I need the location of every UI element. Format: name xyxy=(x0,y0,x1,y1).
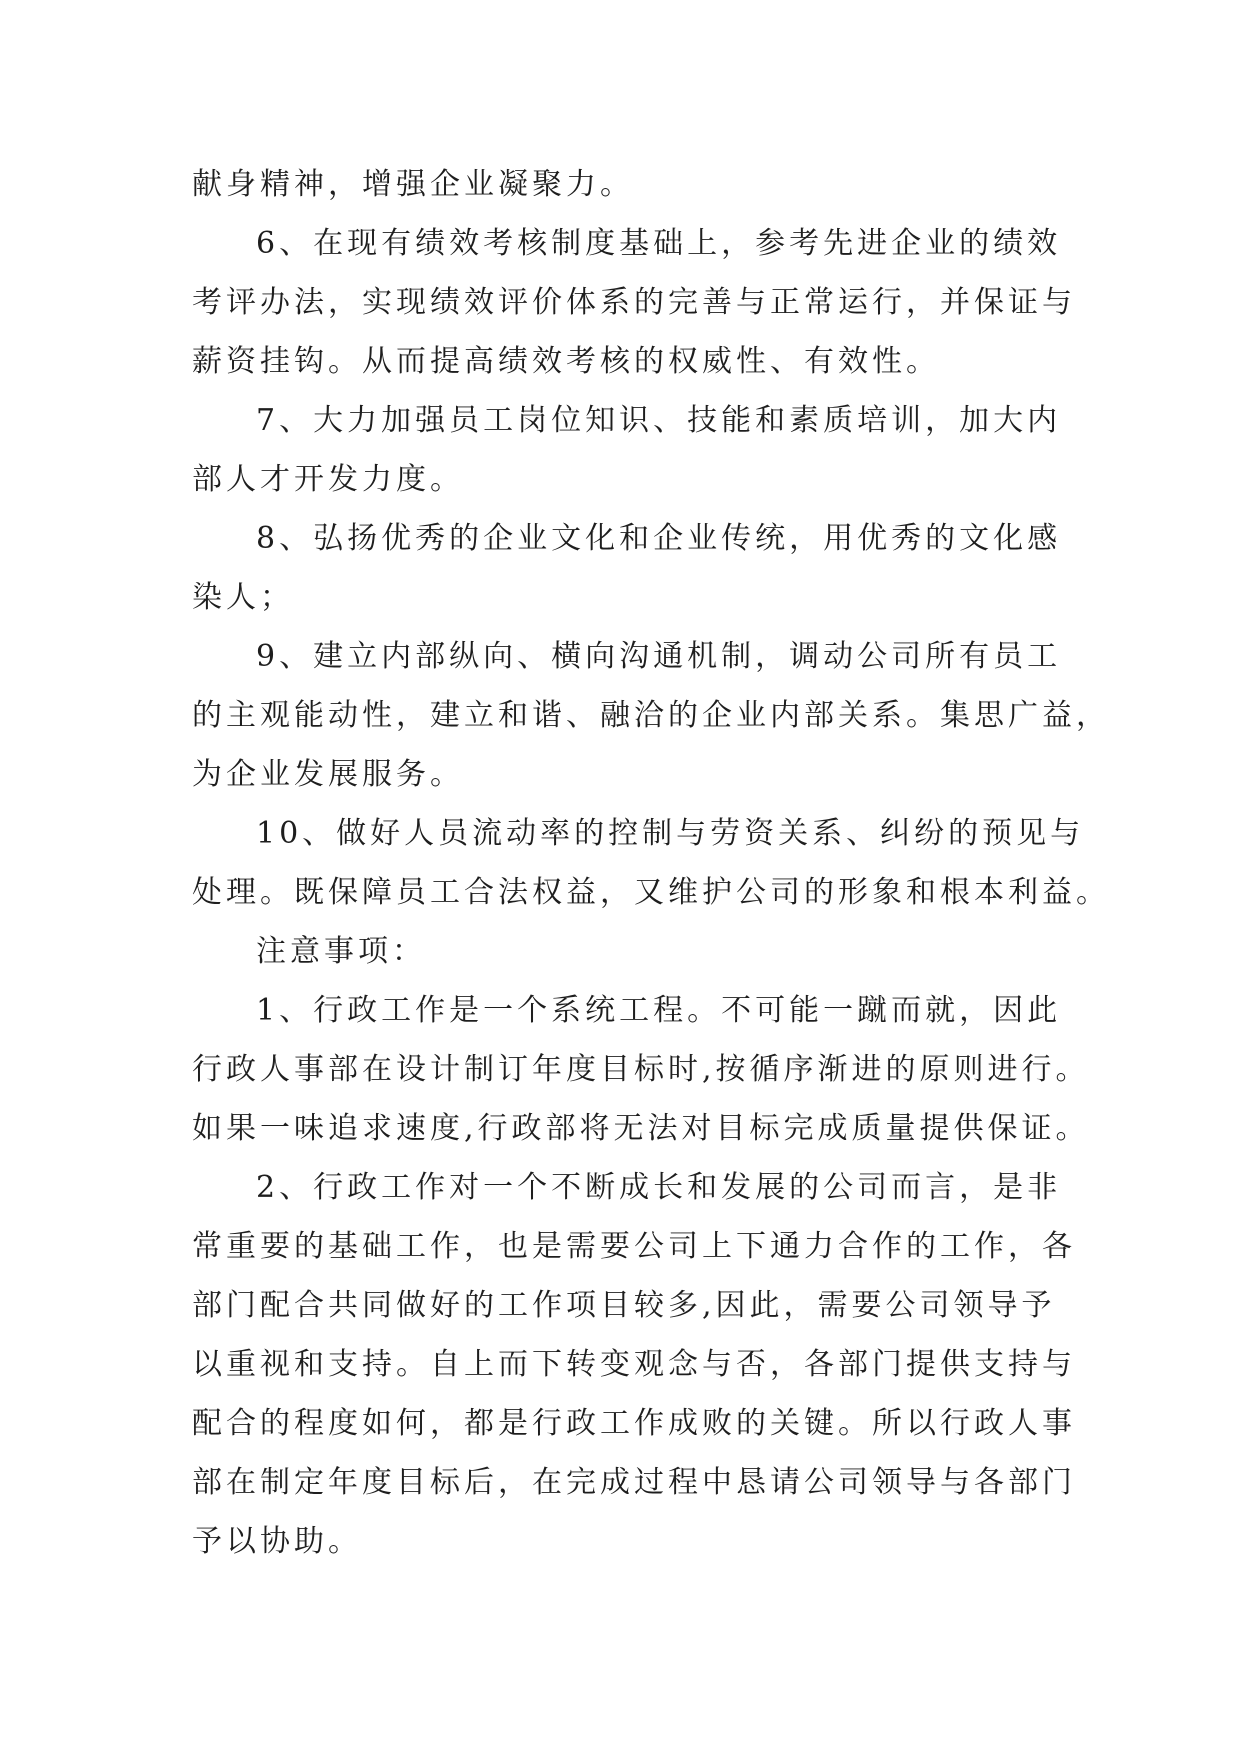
text-line: 的主观能动性，建立和谐、融洽的企业内部关系。集思广益， xyxy=(192,698,1110,733)
text-line: 考评办法，实现绩效评价体系的完善与正常运行，并保证与 xyxy=(192,285,1076,320)
text-line: 为企业发展服务。 xyxy=(192,757,464,792)
text-line: 处理。既保障员工合法权益，又维护公司的形象和根本利益。 xyxy=(192,875,1110,910)
text-line: 部门配合共同做好的工作项目较多,因此，需要公司领导予 xyxy=(192,1288,1056,1323)
text-line: 7、大力加强员工岗位知识、技能和素质培训，加大内 xyxy=(256,403,1062,438)
text-line: 如果一味追求速度,行政部将无法对目标完成质量提供保证。 xyxy=(192,1111,1090,1146)
text-line: 予以协助。 xyxy=(192,1524,362,1559)
text-line: 注意事项： xyxy=(256,934,426,969)
text-line: 染人； xyxy=(192,580,294,615)
text-line: 以重视和支持。自上而下转变观念与否，各部门提供支持与 xyxy=(192,1347,1076,1382)
text-line: 献身精神，增强企业凝聚力。 xyxy=(192,167,634,202)
text-line: 10、做好人员流动率的控制与劳资关系、纠纷的预见与 xyxy=(256,816,1085,851)
text-line: 薪资挂钩。从而提高绩效考核的权威性、有效性。 xyxy=(192,344,940,379)
text-line: 2、行政工作对一个不断成长和发展的公司而言，是非 xyxy=(256,1170,1062,1205)
text-line: 配合的程度如何，都是行政工作成败的关键。所以行政人事 xyxy=(192,1406,1076,1441)
text-line: 1、行政工作是一个系统工程。不可能一蹴而就，因此 xyxy=(256,993,1062,1028)
body-text xyxy=(192,155,1110,1571)
text-line: 6、在现有绩效考核制度基础上，参考先进企业的绩效 xyxy=(256,226,1062,261)
text-line: 行政人事部在设计制订年度目标时,按循序渐进的原则进行。 xyxy=(192,1052,1090,1087)
text-line: 8、弘扬优秀的企业文化和企业传统，用优秀的文化感 xyxy=(256,521,1062,556)
text-line: 部人才开发力度。 xyxy=(192,462,464,497)
text-line: 常重要的基础工作，也是需要公司上下通力合作的工作，各 xyxy=(192,1229,1076,1264)
text-line: 部在制定年度目标后，在完成过程中恳请公司领导与各部门 xyxy=(192,1465,1076,1500)
text-line: 9、建立内部纵向、横向沟通机制，调动公司所有员工 xyxy=(256,639,1062,674)
